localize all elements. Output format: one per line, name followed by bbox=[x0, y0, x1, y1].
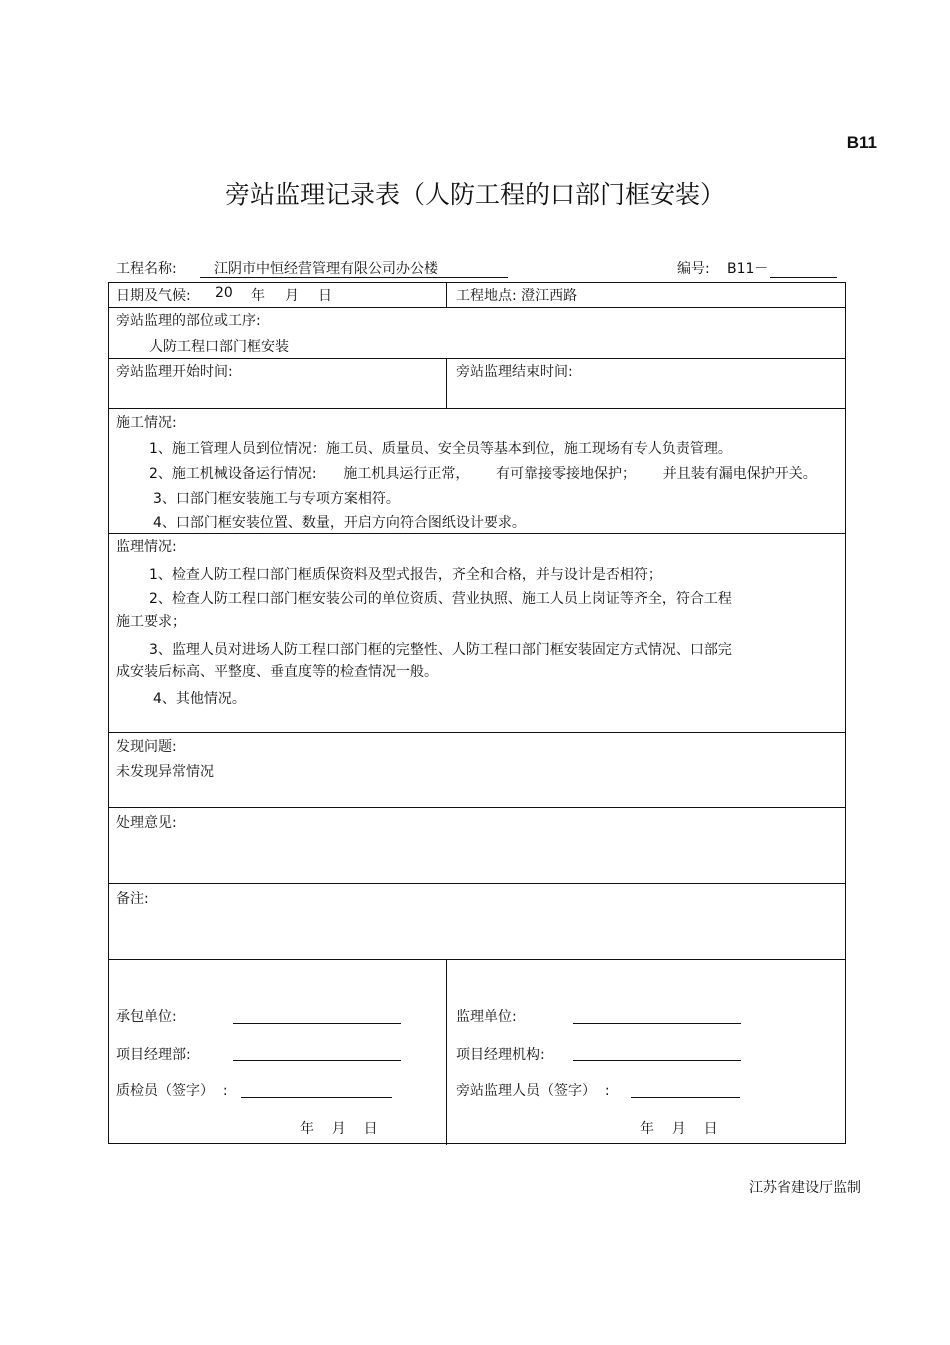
inspector-label: 质检员（签字） : bbox=[116, 1083, 228, 1099]
col-divider bbox=[446, 358, 447, 408]
col-divider bbox=[446, 959, 447, 1145]
row-divider bbox=[109, 533, 845, 534]
row-divider bbox=[109, 358, 845, 359]
date-year: 年 bbox=[251, 288, 265, 304]
number-blank-line bbox=[770, 258, 837, 278]
date-month: 月 bbox=[285, 288, 299, 304]
supervisor-sign-line bbox=[573, 1023, 741, 1024]
right-date: 年 月 日 bbox=[640, 1121, 718, 1137]
page-title: 旁站监理记录表（人防工程的口部门框安装） bbox=[224, 180, 725, 209]
project-name-field bbox=[200, 258, 508, 278]
date-year-value: 20 bbox=[215, 285, 233, 301]
supervision-item: 施工要求； bbox=[116, 614, 186, 630]
supervision-item: 3、监理人员对进场人防工程口部门框的完整性、人防工程口部门框安装固定方式情况、口部完 bbox=[149, 642, 732, 658]
construction-item: 1、施工管理人员到位情况：施工员、质量员、安全员等基本到位，施工现场有专人负责管理。 bbox=[149, 441, 732, 457]
row-divider bbox=[109, 883, 845, 884]
pm-dept-label: 项目经理部: bbox=[116, 1047, 191, 1063]
remarks-label: 备注: bbox=[116, 891, 149, 907]
row-divider bbox=[109, 408, 845, 409]
record-form bbox=[108, 282, 846, 1144]
supervision-item: 2、检查人防工程口部门框安装公司的单位资质、营业执照、施工人员上岗证等齐全，符合工程 bbox=[149, 591, 732, 607]
row-divider bbox=[109, 959, 845, 960]
form-code: B11 bbox=[846, 133, 877, 152]
row-divider bbox=[109, 807, 845, 808]
supervision-item: 1、检查人防工程口部门框质保资料及型式报告，齐全和合格，并与设计是否相符； bbox=[149, 567, 662, 583]
staff-label: 旁站监理人员（签字） : bbox=[456, 1083, 610, 1099]
left-date: 年 月 日 bbox=[300, 1121, 378, 1137]
issues-value: 未发现异常情况 bbox=[116, 764, 214, 780]
supervision-item: 成安装后标高、平整度、垂直度等的检查情况一般。 bbox=[116, 664, 438, 680]
date-label: 日期及气候: bbox=[116, 288, 191, 304]
number-label: 编号: bbox=[677, 261, 710, 277]
inspector-sign-line bbox=[241, 1097, 392, 1098]
project-name-value: 江阴市中恒经营管理有限公司办公楼 bbox=[214, 261, 438, 277]
start-time-label: 旁站监理开始时间: bbox=[116, 364, 233, 380]
row-divider bbox=[109, 732, 845, 733]
pm-dept-sign-line bbox=[233, 1060, 401, 1061]
construction-label: 施工情况: bbox=[116, 415, 177, 431]
project-name-label: 工程名称: bbox=[116, 261, 177, 277]
contractor-sign-line bbox=[233, 1023, 401, 1024]
part-label: 旁站监理的部位或工序: bbox=[116, 313, 261, 329]
construction-item: 3、口部门框安装施工与专项方案相符。 bbox=[153, 491, 400, 507]
col-divider bbox=[446, 283, 447, 307]
part-value: 人防工程口部门框安装 bbox=[149, 339, 289, 355]
number-value: B11－ bbox=[727, 261, 769, 277]
location: 工程地点: 澄江西路 bbox=[456, 288, 578, 304]
staff-sign-line bbox=[631, 1097, 740, 1098]
supervisor-label: 监理单位: bbox=[456, 1009, 517, 1025]
row-divider bbox=[109, 307, 845, 308]
supervision-label: 监理情况: bbox=[116, 539, 177, 555]
construction-item: 4、口部门框安装位置、数量，开启方向符合图纸设计要求。 bbox=[153, 515, 526, 531]
date-day: 日 bbox=[318, 288, 332, 304]
opinion-label: 处理意见: bbox=[116, 815, 177, 831]
pm-org-sign-line bbox=[573, 1060, 741, 1061]
pm-org-label: 项目经理机构: bbox=[456, 1047, 545, 1063]
footer-issuer: 江苏省建设厅监制 bbox=[749, 1180, 861, 1196]
issues-label: 发现问题: bbox=[116, 739, 177, 755]
end-time-label: 旁站监理结束时间: bbox=[456, 364, 573, 380]
contractor-label: 承包单位: bbox=[116, 1009, 177, 1025]
construction-item: 2、施工机械设备运行情况: 施工机具运行正常， 有可靠接零接地保护； 并且装有漏电保护开关。 bbox=[149, 466, 817, 482]
supervision-item: 4、其他情况。 bbox=[153, 691, 246, 707]
